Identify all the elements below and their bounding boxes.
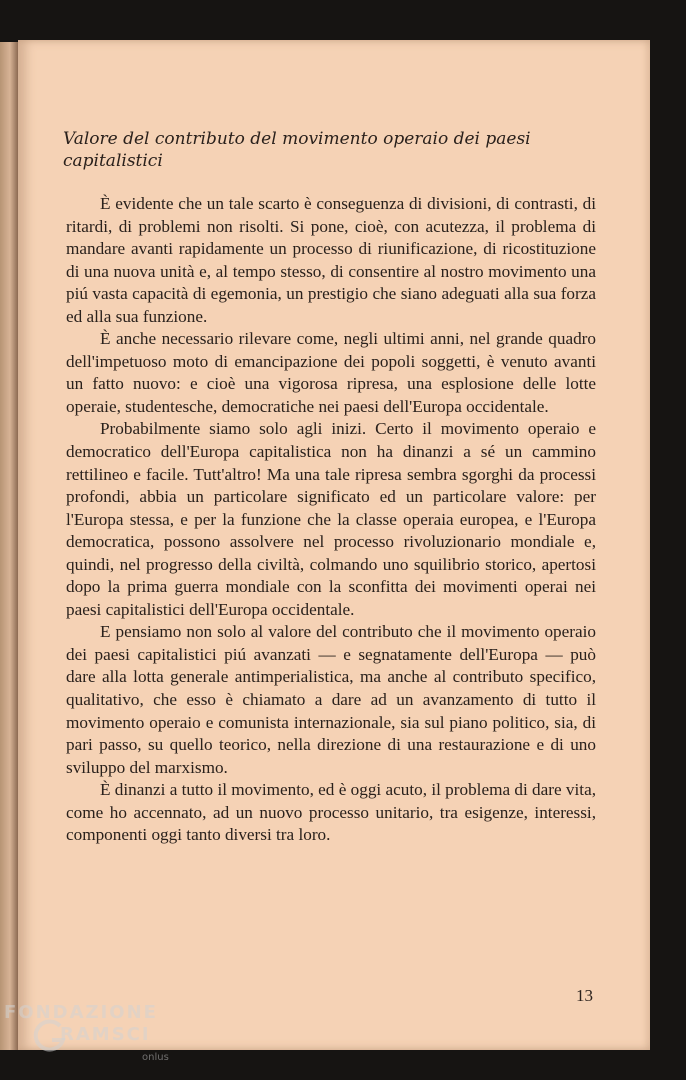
left-page-edge <box>0 42 18 1050</box>
paragraph-4: E pensiamo non solo al valore del contributo che il movimento operaio dei paesi capitalistici piú avanzati — e segnatamente dell'Europa — può dare alla lotta generale antimperialistica, ma anche al contributo specifico, qualitativo, che esso è chiamato a dare ad un avanzamento di tutto il movimento operaio e comunista internazionale, sia sul piano politico, sia, di pari passo, su quello teorico, nella direzione di una restaurazione e di uno sviluppo del marxismo. <box>66 622 596 777</box>
page-number: 13 <box>576 986 593 1005</box>
fondazione-gramsci-watermark <box>4 1002 179 1072</box>
body-text <box>66 193 596 847</box>
watermark-line-2: RAMSCI <box>60 1024 151 1045</box>
watermark-suffix: onlus <box>142 1052 169 1063</box>
paragraph-3: Probabilmente siamo solo agli inizi. Certo il movimento operaio e democratico dell'Europa capitalistica non ha dinanzi a sé un cammino rettilineo e facile. Tutt'altro! Ma una tale ripresa sembra sgorghi da processi profondi, abbia un particolare significato ed un particolare valore: per l'Europa stessa, e per la funzione che la classe operaia europea, e l'Europa democratica, possono assolvere nel processo rivoluzionario mondiale e, quindi, nel progresso della civiltà, colmando uno squilibrio storico, apertosi dopo la prima guerra mondiale con la sconfitta dei movimenti operai nei paesi capitalistici dell'Europa occidentale. <box>66 419 596 619</box>
paragraph-5: È dinanzi a tutto il movimento, ed è oggi acuto, il problema di dare vita, come ho accennato, ad un nuovo processo unitario, tra esigenze, interessi, componenti oggi tanto diversi tra loro. <box>66 780 596 845</box>
watermark-line-1: FONDAZIONE <box>4 1002 158 1023</box>
section-title: Valore del contributo del movimento operaio dei paesi capitalistici <box>63 129 531 171</box>
paragraph-2: È anche necessario rilevare come, negli ultimi anni, nel grande quadro dell'impetuoso moto di emancipazione dei popoli soggetti, è venuto avanti un fatto nuovo: e cioè una vigorosa ripresa, una esplosione delle lotte operaie, studentesche, democratiche nei paesi dell'Europa occidentale. <box>66 329 596 416</box>
book-page <box>18 40 650 1050</box>
paragraph-1: È evidente che un tale scarto è conseguenza di divisioni, di contrasti, di ritardi, di problemi non risolti. Si pone, cioè, con acutezza, il problema di mandare avanti rapidamente un processo di riunificazione, di ricostituzione di una nuova unità e, al tempo stesso, di consentire al nostro movimento una piú vasta capacità di egemonia, un prestigio che siano adeguati alla sua forza ed alla sua funzione. <box>66 194 596 326</box>
